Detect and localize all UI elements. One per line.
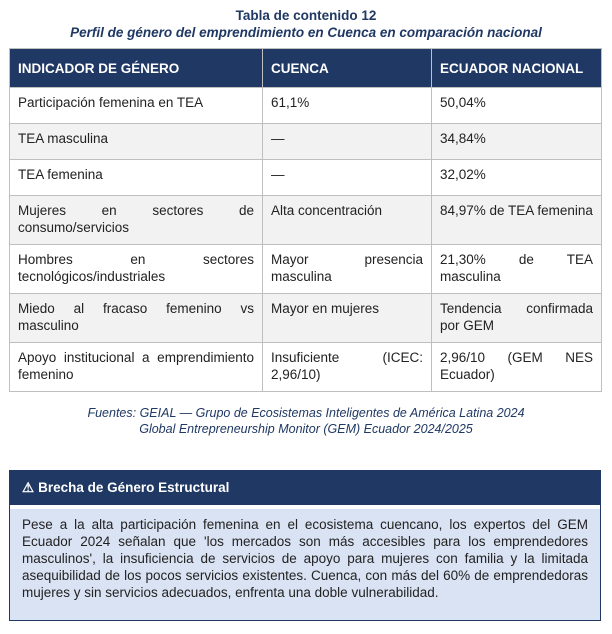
table-sources: [0, 405, 612, 437]
table-row: [10, 196, 602, 245]
table-row: [10, 124, 602, 160]
cell-ecuador: 50,04%: [432, 88, 602, 124]
table-row: [10, 294, 602, 343]
cell-cuenca: —: [263, 124, 432, 160]
cell-ecuador: 34,84%: [432, 124, 602, 160]
cell-ecuador: Tendencia confirmada por GEM: [432, 294, 602, 343]
table-header-row: [10, 49, 602, 88]
caption-title: Tabla de contenido 12: [235, 8, 377, 23]
table-row: [10, 160, 602, 196]
cell-indicador: Apoyo institucional a emprendimiento femenino: [10, 343, 263, 392]
cell-indicador: TEA femenina: [10, 160, 263, 196]
cell-ecuador: 84,97% de TEA femenina: [432, 196, 602, 245]
cell-cuenca: Mayor en mujeres: [263, 294, 432, 343]
table-caption: [0, 0, 612, 41]
cell-cuenca: —: [263, 160, 432, 196]
cell-indicador: Participación femenina en TEA: [10, 88, 263, 124]
sources-line-2: Global Entrepreneurship Monitor (GEM) Ecuador 2024/2025: [139, 422, 473, 436]
callout-title: Brecha de Género Estructural: [38, 480, 230, 495]
cell-cuenca: Alta concentración: [263, 196, 432, 245]
caption-subtitle: Perfil de género del emprendimiento en Cuenca en comparación nacional: [70, 25, 542, 40]
warning-icon: ⚠: [22, 480, 35, 495]
callout-body: Pese a la alta participación femenina en el ecosistema cuencano, los expertos del GEM Ecuador 2024 señalan que 'los mercados son más accesibles para los emprendedores masculinos', la insuficiencia de servicios de apoyo para mujeres con familia y la limitada asequibilidad de los pocos servicios existentes. Cuenca, con más del 60% de emprendedoras mujeres y sin servicios adecuados, enfrenta una doble vulnerabilidad.: [22, 517, 588, 600]
header-cuenca: CUENCA: [263, 49, 432, 88]
table-row: [10, 245, 602, 294]
cell-ecuador: 32,02%: [432, 160, 602, 196]
header-ecuador: ECUADOR NACIONAL: [432, 49, 602, 88]
sources-line-1: Fuentes: GEIAL — Grupo de Ecosistemas Inteligentes de América Latina 2024: [87, 406, 525, 420]
cell-cuenca: Insuficiente (ICEC: 2,96/10): [263, 343, 432, 392]
callout-box: [9, 470, 601, 621]
cell-ecuador: 21,30% de TEA masculina: [432, 245, 602, 294]
table-row: [10, 88, 602, 124]
header-indicador: INDICADOR DE GÉNERO: [10, 49, 263, 88]
cell-cuenca: Mayor presencia masculina: [263, 245, 432, 294]
table-row: [10, 343, 602, 392]
cell-indicador: Hombres en sectores tecnológicos/industriales: [10, 245, 263, 294]
cell-ecuador: 2,96/10 (GEM NES Ecuador): [432, 343, 602, 392]
cell-indicador: TEA masculina: [10, 124, 263, 160]
cell-indicador: Mujeres en sectores de consumo/servicios: [10, 196, 263, 245]
gender-profile-table: [9, 48, 602, 392]
cell-indicador: Miedo al fracaso femenino vs masculino: [10, 294, 263, 343]
callout-header: [10, 471, 600, 509]
cell-cuenca: 61,1%: [263, 88, 432, 124]
